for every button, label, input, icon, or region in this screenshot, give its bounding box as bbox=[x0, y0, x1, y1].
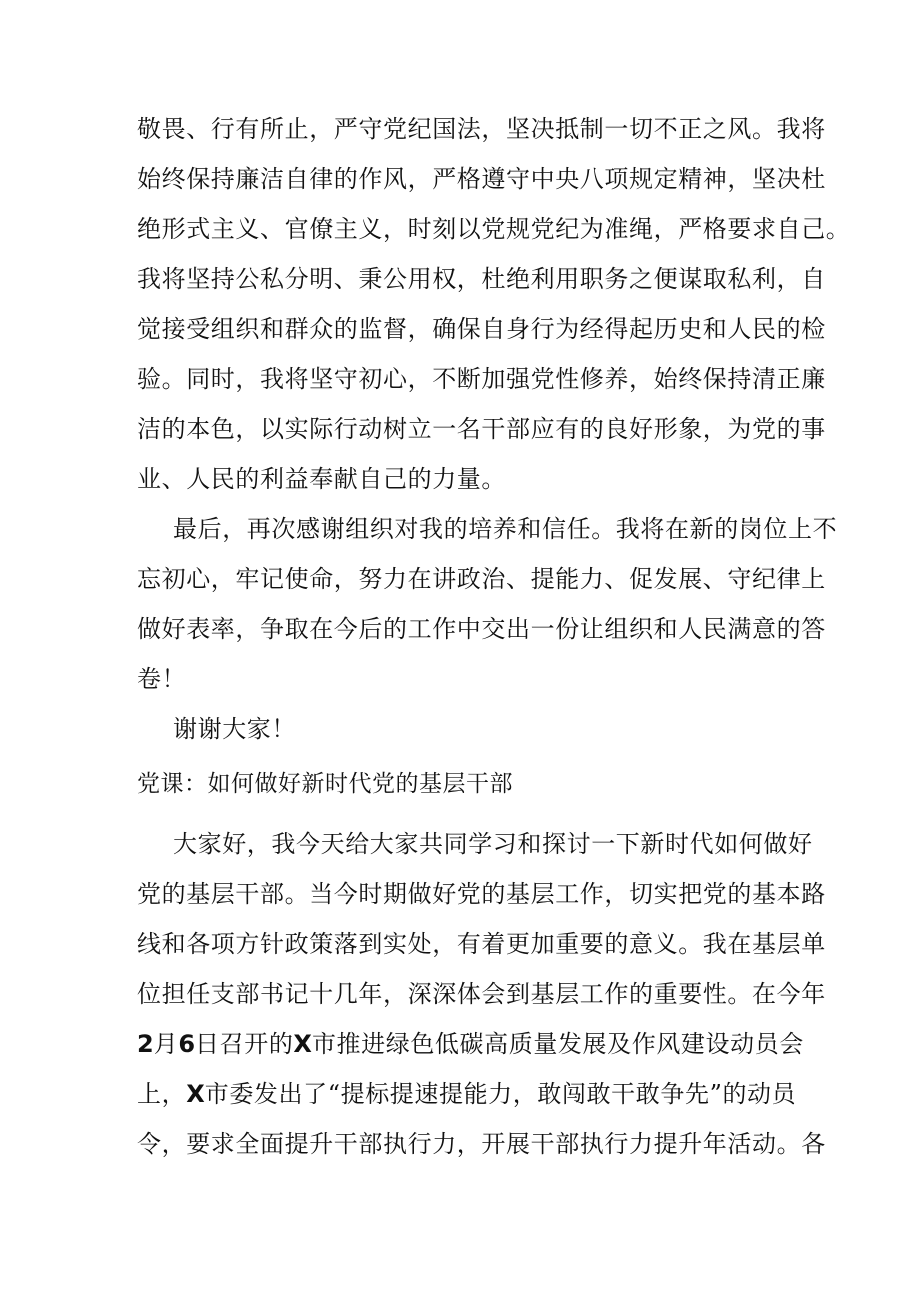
body-text-line: 线和各项方针政策落到实处，有着更加重要的意义。我在基层单 bbox=[137, 930, 826, 958]
body-text-line: 验。同时，我将坚守初心，不断加强党性修养，始终保持清正廉 bbox=[137, 365, 826, 393]
text-segment: 月 bbox=[153, 1030, 179, 1058]
text-segment: 市委发出了“提标提速提能力，敢闯敢干敢争先”的动员 bbox=[204, 1080, 797, 1108]
body-text-line bbox=[137, 1029, 804, 1059]
body-text-line bbox=[137, 1079, 797, 1109]
body-text-line: 做好表率，争取在今后的工作中交出一份让组织和人民满意的答 bbox=[137, 615, 826, 643]
body-text-line: 我将坚持公私分明、秉公用权，杜绝利用职务之便谋取私利，自 bbox=[137, 265, 826, 293]
city-placeholder: X bbox=[293, 1030, 312, 1058]
text-segment: 市推进绿色低碳高质量发展及作风建设动员会 bbox=[311, 1030, 804, 1058]
body-text-line: 位担任支部书记十几年，深深体会到基层工作的重要性。在今年 bbox=[137, 980, 826, 1008]
closing-thanks: 谢谢大家！ bbox=[173, 715, 296, 743]
body-text-line: 党的基层干部。当今时期做好党的基层工作，切实把党的基本路 bbox=[137, 880, 826, 908]
body-text-line: 最后，再次感谢组织对我的培养和信任。我将在新的岗位上不 bbox=[173, 515, 838, 543]
body-text-line: 业、人民的利益奉献自己的力量。 bbox=[137, 465, 506, 493]
body-text-line: 洁的本色，以实际行动树立一名干部应有的良好形象，为党的事 bbox=[137, 415, 826, 443]
body-text-line: 始终保持廉洁自律的作风，严格遵守中央八项规定精神，坚决杜 bbox=[137, 165, 826, 193]
body-text-line: 大家好，我今天给大家共同学习和探讨一下新时代如何做好 bbox=[173, 830, 813, 858]
body-text-line: 敬畏、行有所止，严守党纪国法，坚决抵制一切不正之风。我将 bbox=[137, 115, 826, 143]
date-day-number: 6 bbox=[178, 1030, 196, 1058]
body-text-line: 卷！ bbox=[137, 665, 187, 693]
text-segment: 日召开的 bbox=[195, 1030, 294, 1058]
body-text-line: 忘初心，牢记使命，努力在讲政治、提能力、促发展、守纪律上 bbox=[137, 565, 826, 593]
text-segment: 上， bbox=[137, 1080, 187, 1108]
body-text-line: 觉接受组织和群众的监督，确保自身行为经得起历史和人民的检 bbox=[137, 315, 826, 343]
date-month-number: 2 bbox=[137, 1030, 154, 1058]
city-placeholder: X bbox=[186, 1080, 205, 1108]
body-text-line: 令，要求全面提升干部执行力，开展干部执行力提升年活动。各 bbox=[137, 1130, 826, 1158]
body-text-line: 绝形式主义、官僚主义，时刻以党规党纪为准绳，严格要求自己。 bbox=[137, 215, 851, 243]
section-title: 党课：如何做好新时代党的基层干部 bbox=[137, 771, 513, 797]
